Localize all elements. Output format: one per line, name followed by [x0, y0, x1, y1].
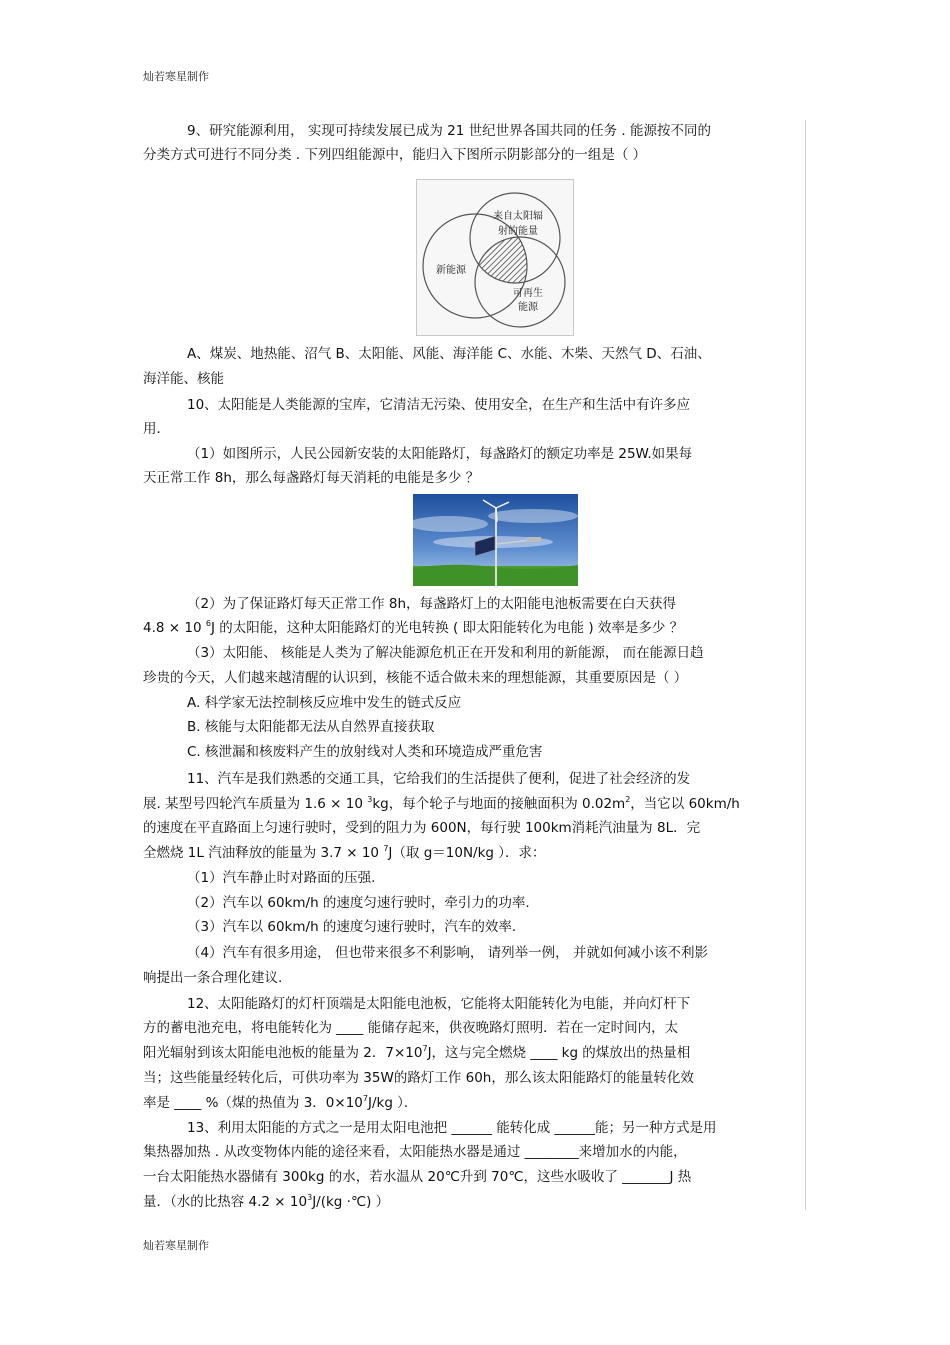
- venn-label-renewable-1: 可再生: [513, 288, 543, 299]
- q10-part3-line-2: 珍贵的今天，人们越来越清醒的认识到，核能不适合做未来的理想能源，其重要原因是（ ）: [143, 670, 688, 686]
- venn-label-renewable-2: 能源: [518, 302, 538, 313]
- q10-line-2: 用．: [143, 421, 170, 437]
- q11-line-1: 11、汽车是我们熟悉的交通工具，它给我们的生活提供了便利，促进了社会经济的发: [187, 771, 691, 787]
- q11-line-3: 的速度在平直路面上匀速行驶时，受到的阻力为 600N，每行驶 100km消耗汽油量为 8L．完: [143, 820, 701, 836]
- q9-options-1: A、煤炭、地热能、沼气 B、太阳能、风能、海洋能 C、水能、木柴、天然气 D、石油、: [187, 346, 711, 362]
- q13-line-2: 集热器加热 . 从改变物体内能的途径来看，太阳能热水器是通过 ________来增加水的内能，: [143, 1144, 687, 1160]
- venn-label-solar-1: 来自太阳辐: [493, 211, 543, 222]
- q10-part2-line-2: 4.8 × 10 $^6$J 的太阳能，这种太阳能路灯的光电转换 ( 即太阳能转化为电能 ) 效率是多少 ？: [143, 619, 684, 636]
- q10-part1-line-2: 天正常工作 8h，那么每盏路灯每天消耗的电能是多少 ？: [143, 470, 480, 486]
- q11-sub-4-line-1: （4）汽车有很多用途， 但也带来很多不利影响， 请列举一例， 并就如何减小该不利影: [187, 945, 708, 961]
- q10-option-b: B. 核能与太阳能都无法从自然界直接获取: [187, 719, 435, 735]
- q9-options-2: 海洋能、核能: [143, 371, 224, 387]
- q12-line-4: 当；这些能量经转化后，可供功率为 35W的路灯工作 60h，那么该太阳能路灯的能量转化效: [143, 1070, 694, 1086]
- venn-diagram: [416, 179, 574, 336]
- q11-sub-1: （1）汽车静止时对路面的压强.: [187, 870, 376, 886]
- q13-line-3: 一台太阳能热水器储有 300kg 的水，若水温从 20℃升到 70℃，这些水吸收了 _______J 热: [143, 1169, 692, 1185]
- venn-label-solar-2: 射的能量: [498, 226, 538, 237]
- page-footer: 灿若寒星制作: [143, 1239, 209, 1252]
- venn-label-new-energy: 新能源: [436, 265, 466, 276]
- q9-line-2: 分类方式可进行不同分类 . 下列四组能源中，能归入下图所示阴影部分的一组是（ ）: [143, 147, 647, 163]
- margin-line: [805, 120, 806, 1210]
- q10-part2-line-1: （2）为了保证路灯每天正常工作 8h，每盏路灯上的太阳能电池板需要在白天获得: [187, 596, 677, 612]
- q12-line-5: 率是 ____ %（煤的热值为 3．$0\times 10^7J/kg$ ）．: [143, 1094, 418, 1111]
- q10-option-a: A. 科学家无法控制核反应堆中发生的链式反应: [187, 695, 462, 711]
- q10-part1-line-1: （1）如图所示，人民公园新安装的太阳能路灯，每盏路灯的额定功率是 25W.如果每: [187, 446, 693, 462]
- q12-line-3: 阳光辐射到该太阳能电池板的能量为 2．$7\times 10^7J$，这与完全燃烧 ____ kg 的煤放出的热量相: [143, 1044, 691, 1061]
- q13-line-1: 13、利用太阳能的方式之一是用太阳电池把 ______ 能转化成 ______能；另一种方式是用: [187, 1120, 717, 1136]
- q10-line-1: 10、太阳能是人类能源的宝库，它清洁无污染、使用安全，在生产和生活中有许多应: [187, 397, 691, 413]
- q11-sub-3: （3）汽车以 60km/h 的速度匀速行驶时，汽车的效率.: [187, 919, 517, 935]
- q13-line-4: 量．（水的比热容 $4.2 \times 10^3J/(kg$ ·℃) ）: [143, 1193, 390, 1210]
- q11-line-4: 全燃烧 1L 汽油释放的能量为 3.7 × 10 $^7$J（取 g＝10N/kg ）．求：: [143, 844, 546, 861]
- q11-sub-4-line-2: 响提出一条合理化建议.: [143, 970, 283, 986]
- q10-part3-line-1: （3）太阳能、 核能是人类为了解决能源危机正在开发和利用的新能源， 而在能源日趋: [187, 645, 704, 661]
- q11-sub-2: （2）汽车以 60km/h 的速度匀速行驶时，牵引力的功率.: [187, 895, 530, 911]
- q10-option-c: C. 核泄漏和核废料产生的放射线对人类和环境造成严重危害: [187, 744, 543, 760]
- page-header: 灿若寒星制作: [143, 70, 209, 83]
- q11-line-2: 展. 某型号四轮汽车质量为 1.6 × 10 $^3$kg，每个轮子与地面的接触面积为 $0.02m^2$，当它以 60km/h: [143, 795, 740, 812]
- q12-line-1: 12、太阳能路灯的灯杆顶端是太阳能电池板，它能将太阳能转化为电能，并向灯杆下: [187, 996, 691, 1012]
- solar-streetlight-photo: [413, 494, 578, 586]
- q12-line-2: 方的蓄电池充电，将电能转化为 ____ 能储存起来，供夜晚路灯照明．若在一定时间内，太: [143, 1020, 679, 1036]
- q9-line-1: 9、研究能源利用， 实现可持续发展已成为 21 世纪世界各国共同的任务 . 能源按不同的: [187, 123, 712, 139]
